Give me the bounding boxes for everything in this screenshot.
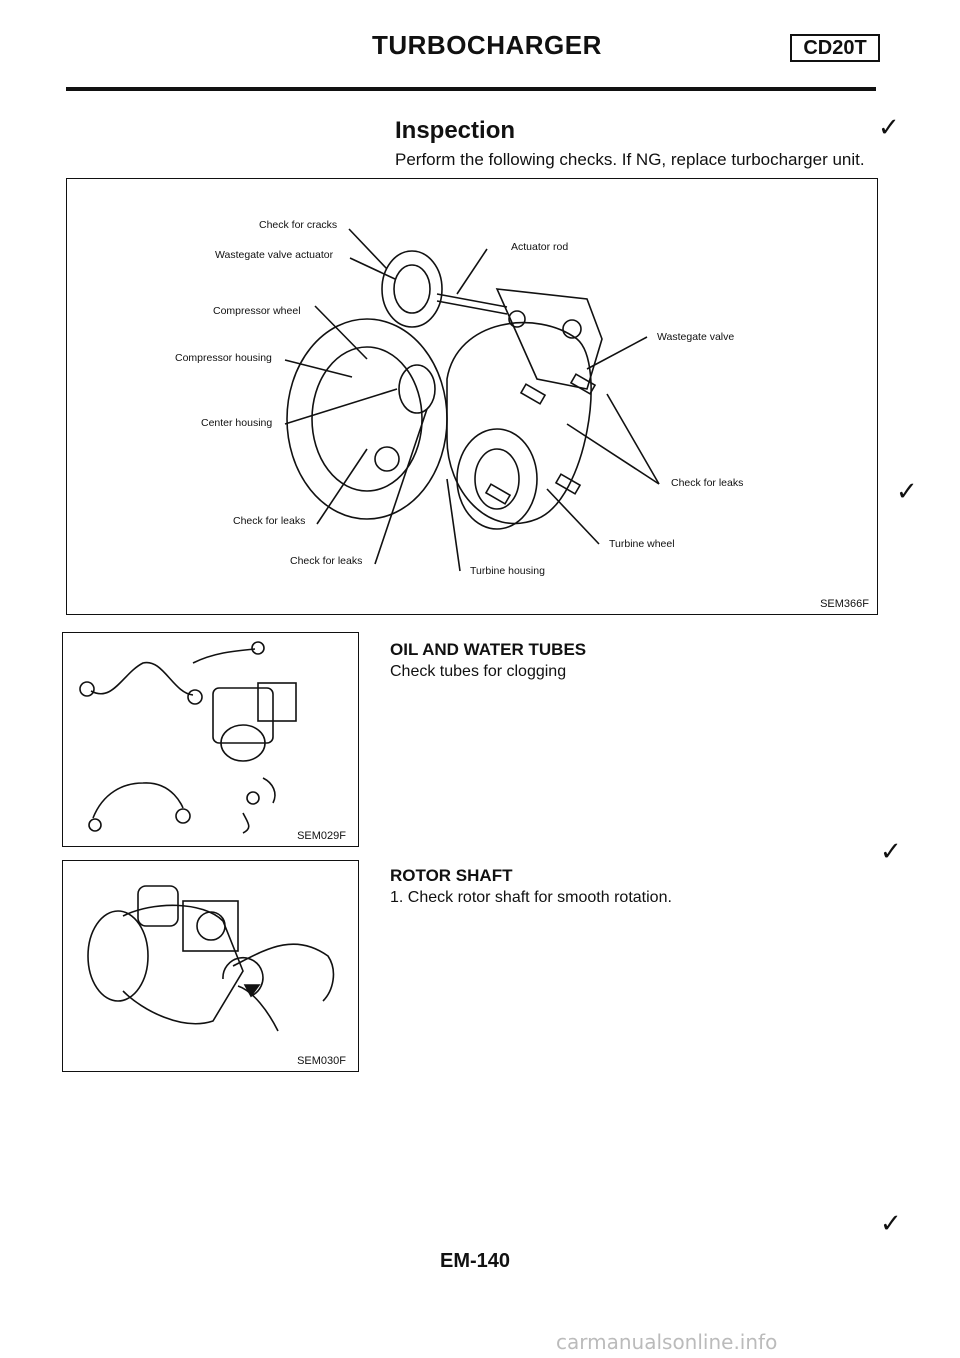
figure-code-rotor: SEM030F	[297, 1055, 346, 1067]
callout-check-leaks-2: Check for leaks	[290, 555, 363, 567]
rotor-drawing	[63, 861, 358, 1071]
figure-code-tubes: SEM029F	[297, 830, 346, 842]
callout-turbine-housing: Turbine housing	[470, 565, 545, 577]
callout-center-housing: Center housing	[201, 417, 273, 429]
callout-wastegate-valve: Wastegate valve	[657, 331, 735, 343]
model-badge: CD20T	[790, 34, 880, 62]
figure-code-main: SEM366F	[820, 598, 869, 610]
callout-compressor-wheel: Compressor wheel	[213, 305, 301, 317]
checkmark-icon: ✓	[880, 836, 902, 866]
page-number: EM-140	[440, 1250, 511, 1272]
page-header-title: TURBOCHARGER	[372, 30, 602, 60]
rotor-shaft-step: 1. Check rotor shaft for smooth rotation.	[390, 889, 672, 906]
tubes-drawing	[63, 633, 358, 846]
callout-actuator-rod: Actuator rod	[511, 241, 569, 253]
watermark: carmanualsonline.info	[556, 1330, 778, 1354]
turbocharger-drawing	[67, 179, 877, 614]
header-rule	[66, 87, 876, 91]
callout-wastegate-actuator: Wastegate valve actuator	[215, 249, 334, 261]
oil-water-title: OIL AND WATER TUBES	[390, 640, 587, 659]
callout-turbine-wheel: Turbine wheel	[609, 538, 675, 550]
rotor-shaft-figure	[62, 860, 359, 1072]
checkmark-icon: ✓	[896, 476, 918, 506]
inspection-title: Inspection	[395, 117, 516, 144]
turbocharger-diagram	[66, 178, 878, 615]
callout-check-cracks: Check for cracks	[259, 219, 338, 231]
callout-compressor-housing: Compressor housing	[175, 352, 272, 364]
callout-check-leaks-3: Check for leaks	[671, 477, 744, 489]
rotor-shaft-title: ROTOR SHAFT	[390, 866, 513, 885]
callout-check-leaks-1: Check for leaks	[233, 515, 306, 527]
inspection-intro: Perform the following checks. If NG, replace turbocharger unit.	[395, 150, 865, 169]
checkmark-icon: ✓	[880, 1208, 902, 1238]
checkmark-icon: ✓	[878, 112, 900, 142]
oil-water-tubes-figure	[62, 632, 359, 847]
oil-water-text: Check tubes for clogging	[390, 663, 567, 680]
